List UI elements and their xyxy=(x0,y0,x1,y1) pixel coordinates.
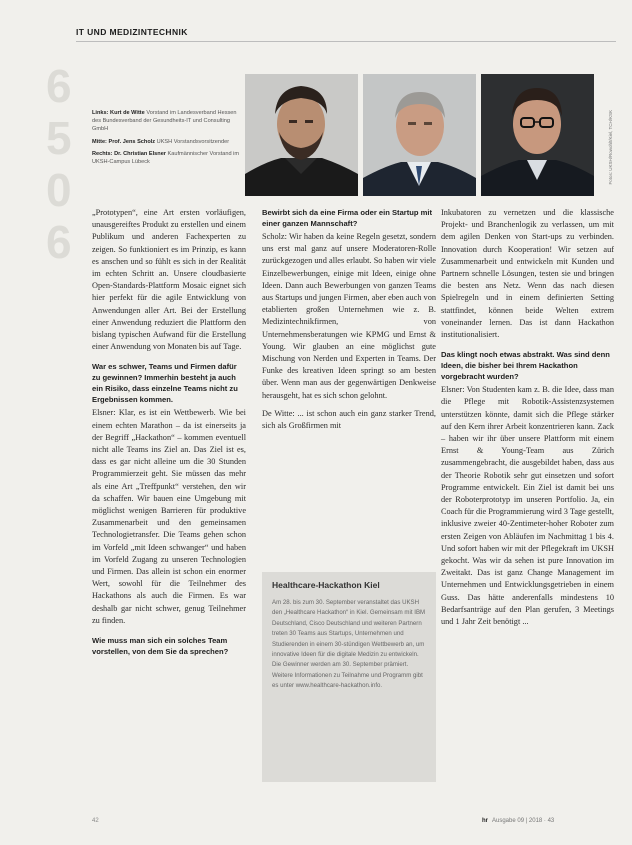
footer-brand: hr xyxy=(482,818,488,824)
body-paragraph: Elsner: Von Studenten kam z. B. die Idee, dass man die Pflege mit Robotik-Assistenzsystemen unterstützen könnte, damit sich die Pflege stärker auf den Kern ihrer Arbeit konzentrieren kann. Zack – haben wir ihr über unsere Plattform mit einem Ernst & Young-Team aus Zürich zusammengebracht, die ausgebildet haben, dass aus der Theorie Robotik sehr gut einsetzen und sofort Programme entwickelt. Ein Ziel ist damit bei uns der Roboterprototyp im unseren Portfolio. Ja, ein Coach für die Programmierung wird 3 Tage gestellt, inklusive zweier 40-Zentimeter-hoher Roboter zum ersten Zeigen von Abläufen im Nachmittag 1 bis 4. Und sofort haben wir mit der Pflegekraft im UKSH gekocht. Was wir da sehen ist pure Innovation im Zweitakt. Das ist ganz Change Management im Unternehmen und Entwicklungsgetrieben in einem Guss. Das hätte anderenfalls mindestens 10 Bedarfsanträge auf den Plan gerufen, 3 Meetings und 1 Jahr Zeit benötigt ... xyxy=(441,385,614,627)
portrait-photo-right xyxy=(481,74,594,196)
body-paragraph: „Prototypen“, eine Art ersten vorläufigen, unausgereiftes Produkt zu erstellen und einem Publikum und anderen Fachexperten zu zeigen. So funktioniert es im Prinzip, es kann es anschen und so fühlt es sich in der Realität im echten Schritt an. Unsere cloudbasierte Open-Standards-Plattform Mosaic eignet sich hier perfekt für die agile Entwicklung von Anwendungen aller Art. Bei der Erstellung einer Anwendung reduziert die Plattform den bislang typischen Aufwand für die Erstellung einer Anwendung von Monaten bis auf Tage. xyxy=(92,208,246,352)
footer-issue-info: Ausgabe 09 | 2018 · 43 xyxy=(492,818,555,824)
photo-credit: Fotos: UKSH/Rowohlt/Kiel, TCH/KSK xyxy=(608,110,613,185)
section-header: IT UND MEDIZINTECHNIK xyxy=(76,27,188,37)
interview-question: Bewirbt sich da eine Firma oder ein Startup mit einer ganzen Mannschaft? xyxy=(262,208,433,228)
portrait-photo-left xyxy=(245,74,358,196)
body-paragraph: Elsner: Klar, es ist ein Wettbewerb. Wie bei einem echten Marathon – da ist einerseits ja der Begriff „Hackathon“ – kommen eventuell nicht alle Teams ins Ziel an. Das Ziel ist es, dass es gar nicht alleine um die 30 Stunden Programmierzeit geht. Sie müssen das mehr als eine Art „Treffpunkt“ verstehen, den wir da schaffen. Wir bauen eine Umgebung mit möglichst wenigen Barrieren für produktive Zusammenarbeit und den gemeinsamen Technologietransfer. Die Teams gehen schon im Vorfeld „mit Ideen schwanger“ und haben im Vorfeld Zugang zu unseren Technologien und Firmen. Das allein ist schon ein enormer Wert, sowohl für die Teilnehmer des Hackathons als auch die Firmen. Es war deshalb gar nicht schwer, genug Teilnehmer zu finden. xyxy=(92,408,246,625)
article-column-3 xyxy=(441,207,614,634)
body-paragraph: De Witte: ... ist schon auch ein ganz starker Trend, sich als Großfirmen mit xyxy=(262,408,436,431)
portrait-photo-middle xyxy=(363,74,476,196)
header-divider xyxy=(76,41,616,42)
info-box xyxy=(262,572,436,782)
caption-person-3-role: Kaufmännischer Vorstand im UKSH-Campus Lübeck xyxy=(92,150,240,166)
info-box-body: Am 28. bis zum 30. September veranstaltet das UKSH den „Healthcare Hackathon“ in Kiel. Gemeinsam mit IBM Deutschland, Cisco Deutschland und weiteren Partnern treten 30 Teams aus Startups, Unternehmen und Studierenden in einem 30-stündigen Wettbewerb an, um innovative Ideen für die digitale Medizin zu entwickeln. Die Gewinner werden am 30. September prämiert. Weitere Informationen zu Teilnahme und Programm gibt es unter www.healthcare-hackathon.info. xyxy=(272,599,426,690)
interview-question: War es schwer, Teams und Firmen dafür zu gewinnen? Immerhin besteht ja auch ein Risiko, dass einzelne Teams nicht zu Ergebnissen kommen. xyxy=(92,362,238,405)
page-number-left: 42 xyxy=(92,818,99,824)
caption-person-2-name: Mitte: Prof. Jens Scholz xyxy=(92,138,156,145)
caption-person-1-role: Vorstand im Landesverband Hessen des Bundesverband der Gesundheits-IT und Consulting GmbH xyxy=(92,110,237,133)
photo-caption xyxy=(92,109,242,170)
article-column-1 xyxy=(92,207,246,659)
caption-person-3-name: Rechts: Dr. Christian Elsner xyxy=(92,150,166,157)
page-footer xyxy=(482,818,554,824)
caption-person-2-role: UKSH Vorstandsvorsitzender xyxy=(156,138,230,145)
body-paragraph: Scholz: Wir haben da keine Regeln gesetzt, sondern uns erst mal ganz auf unsere Moderatoren-Rolle zurückgezogen und alles erlaubt. So haben wir viele Einzelbewerbungen, einige mit Ideen, einige ohne Ideen. Dann auch Bewerbungen von ganzen Teams aus Startups und jungen Firmen, aber eben auch von etablierten großen Unternehmen wie z. B. Medizintechnikfirmen, von Unternehmensberatungen wie KPMG und Ernst & Young. Wir glauben an eine möglichst gute Mischung von Nerden und Experten in Teams. Der Funke des kreativen Ideen springt so am besten über. Wenn man aus der gegenwärtigen Denkweise herausgeht, hat es sich schon gelohnt. xyxy=(262,232,436,400)
interview-question: Wie muss man sich ein solches Team vorstellen, von dem Sie da sprechen? xyxy=(92,636,229,657)
body-paragraph: Inkubatoren zu vernetzen und die klassische Projekt- und Branchenlogik zu verlassen, um mit dem agilen Denken von Start-ups zu verbinden. Innovation durch Kooperation! Wir setzen auf Zusammenarbeit und entwickeln mit Kunden und Partnern schnelle Lösungen, testen sie und bringen die besten ans Netz. Wenn das nach diesen Spielregeln und in einem definierten Setting stattfindet, können beide Welten extrem voneinander lernen. Das ist dann Hackathon institutionalisiert. xyxy=(441,208,614,340)
decorative-watermark: 6 5 0 6 xyxy=(46,60,72,268)
info-box-title: Healthcare-Hackathon Kiel xyxy=(272,580,380,590)
interview-question: Das klingt noch etwas abstrakt. Was sind denn Ideen, die bisher bei Ihrem Hackathon vorgebracht wurden? xyxy=(441,350,610,382)
article-column-2 xyxy=(262,207,436,438)
caption-person-1-name: Links: Kurt de Witte xyxy=(92,110,145,116)
